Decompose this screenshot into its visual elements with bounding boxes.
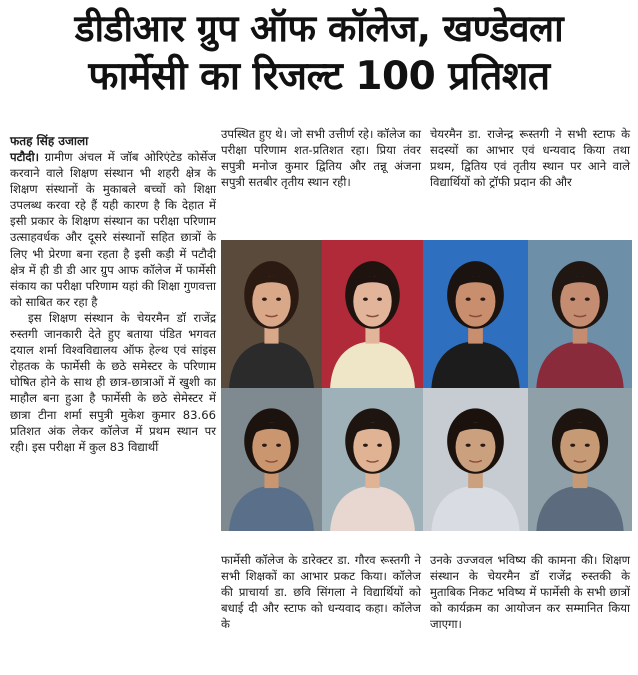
student-photo-4 bbox=[528, 240, 632, 388]
student-photo-8 bbox=[528, 388, 632, 531]
headline-line-1: डीडीआर ग्रुप ऑफ कॉलेज, खण्डेवला bbox=[74, 7, 564, 50]
student-photo-1 bbox=[221, 240, 322, 388]
article-column-right-top: चेयरमैन डा. राजेन्द्र रूस्तगी ने सभी स्टाफ के सदस्यों का आभार एवं धन्यवाद किया तथा प्रथम, द्वितिय एवं तृतीय स्थान पर आने वाले विद्यार्थियों को ट्रॉफी प्रदान की और bbox=[430, 127, 630, 190]
dateline: पटौदी। bbox=[10, 150, 39, 164]
byline: फतह सिंह उजाला bbox=[10, 134, 89, 148]
paragraph-intro-text: ग्रामीण अंचल में जॉब ओरिएंटेड कोर्सेज करवाने वाले शिक्षण संस्थान भी शहरी क्षेत्र के शिक्षण संस्थानों के मुकाबले बच्चों को शिक्षा उपलब्ध करवा रहे हैं यही कारण है कि देहात में इसी प्रकार के शिक्षण संस्थान का परीक्षा परिणाम उत्साहवर्धक और दूसरे संस्थानों सहित छात्रों के लिए भी प्रेरणा बना रहता है इसी कड़ी में पटौदी क्षेत्र में ही डी डी आर ग्रुप आफ कॉलेज में फार्मेसी संकाय का परीक्षा परिणाम यहां की शिक्षा गुणवत्ता को साबित कर रहा है bbox=[10, 150, 217, 309]
student-photo-2 bbox=[322, 240, 423, 388]
student-photo-6 bbox=[322, 388, 423, 531]
paragraph-intro bbox=[10, 149, 216, 310]
article-column-right-bottom: उनके उज्जवल भविष्य की कामना की। शिक्षण संस्थान के चेयरमैन डॉ राजेंद्र रुस्तकी के मुताबिक निकट भविष्य में फार्मेसी के सभी छात्रों को कार्यक्रम का आयोजन कर सम्मानित किया जाएगा। bbox=[430, 553, 630, 632]
headline bbox=[0, 6, 638, 102]
student-photo-7 bbox=[423, 388, 528, 531]
article-column-middle-bottom: फार्मेसी कॉलेज के डारेक्टर डा. गौरव रूस्तगी ने सभी शिक्षकों का आभार प्रकट किया। कॉलेज की प्राचार्या डा. छवि सिंगला ने विद्यार्थियों को बधाई दी और स्टाफ को धन्यवाद कहा। कॉलेज के bbox=[221, 553, 421, 632]
paragraph-chairman: इस शिक्षण संस्थान के चेयरमैन डॉ राजेंद्र रुस्तगी जानकारी देते हुए बताया पंडित भगवत दयाल शर्मा विश्वविद्यालय ऑफ हेल्थ एवं सांइस रोहतक के फार्मेसी के छठे समेस्टर के परिणाम घोषित होने के साथ ही छात्र-छात्राओं में खुशी का माहौल बना हुआ है फार्मेसी के छठे सेमेस्टर में छात्रा टीना शर्मा सपुत्री मुकेश कुमार 83.66 प्रतिशत अंक लेकर कॉलेज में प्रथम स्थान पर रही। इस परीक्षा में कुल 83 विद्यार्थी bbox=[10, 310, 216, 454]
article-column-middle-top: उपस्थित हुए थे। जो सभी उत्तीर्ण रहे। कॉलेज का परीक्षा परिणाम शत-प्रतिशत रहा। प्रिया तंवर सपुत्री मनोज कुमार द्वितिय और तन्नू अंजना सपुत्री सतबीर तृतीय स्थान रही। bbox=[221, 127, 422, 190]
article-column-left bbox=[10, 133, 216, 455]
student-photo-5 bbox=[221, 388, 322, 531]
student-photo-3 bbox=[423, 240, 528, 388]
headline-line-2: फार्मेसी का रिजल्ट 100 प्रतिशत bbox=[88, 54, 550, 99]
